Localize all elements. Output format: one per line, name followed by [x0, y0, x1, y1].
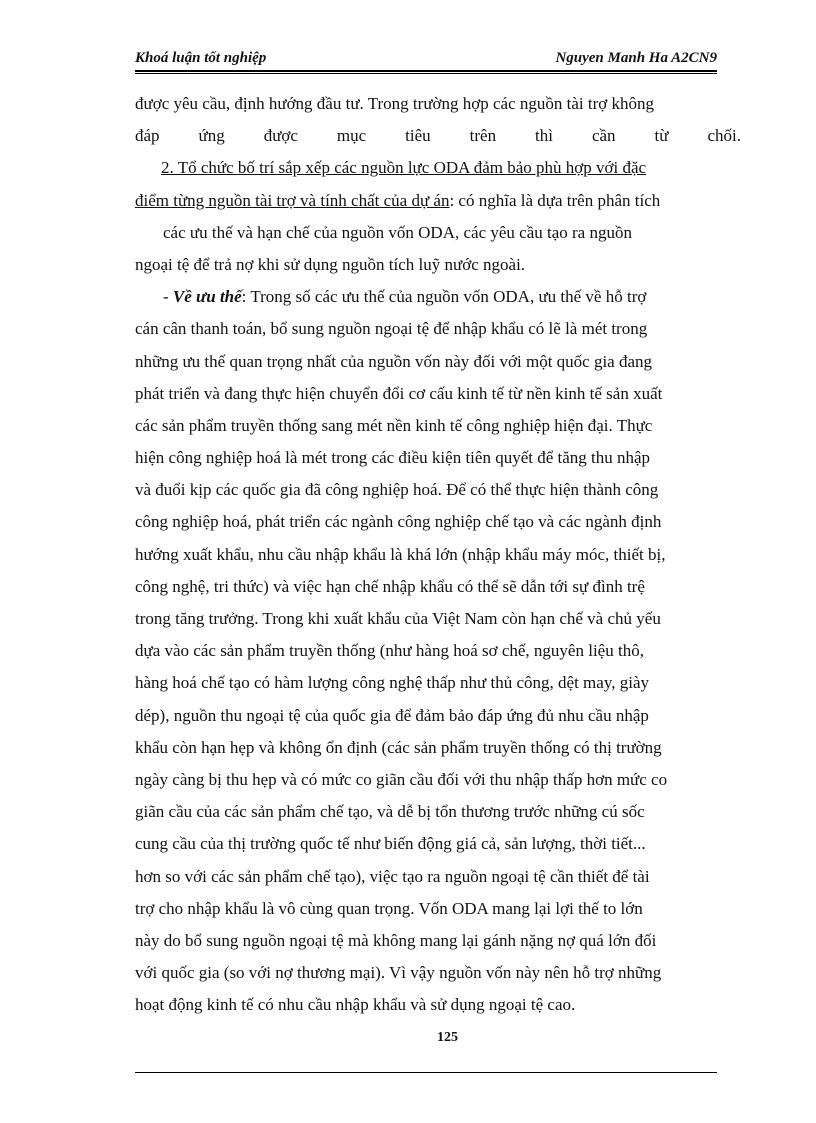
- page-header: [135, 50, 717, 72]
- text-line: và đuổi kịp các quốc gia đã công nghiệp hoá. Để có thể thực hiện thành công: [135, 480, 659, 500]
- text-line: dép), nguồn thu ngoại tệ của quốc gia để đảm bảo đáp ứng đủ nhu cầu nhập: [135, 705, 649, 725]
- justified-word: chối.: [707, 126, 741, 146]
- text-line: các ưu thế và hạn chế của nguồn vốn ODA, các yêu cầu tạo ra nguồn: [163, 222, 632, 242]
- text-line: cung cầu của thị trường quốc tế như biến động giá cả, sản lượng, thời tiết...: [135, 834, 646, 854]
- page-number: 125: [437, 1030, 458, 1045]
- text-line: ngoại tệ để trả nợ khi sử dụng nguồn tích luỹ nước ngoài.: [135, 254, 526, 274]
- text-line: hướng xuất khẩu, nhu cầu nhập khẩu là khá lớn (nhập khẩu máy móc, thiết bị,: [135, 544, 666, 564]
- text-line: các sản phẩm truyền thống sang mét nền kinh tế công nghiệp hiện đại. Thực: [135, 415, 653, 435]
- text-line: được yêu cầu, định hướng đầu tư. Trong trường hợp các nguồn tài trợ không: [135, 94, 655, 113]
- header-divider-thin: [135, 73, 717, 74]
- text-line: hàng hoá chế tạo có hàm lượng công nghệ thấp như thủ công, dệt may, giày: [135, 673, 649, 693]
- text-line: công nghiệp hoá, phát triển các ngành công nghiệp chế tạo và các ngành định: [135, 512, 662, 532]
- justified-word: trên: [469, 126, 497, 146]
- text-line: dựa vào các sản phẩm truyền thống (như hàng hoá sơ chế, nguyên liệu thô,: [135, 641, 644, 661]
- text-line: những ưu thế quan trọng nhất của nguồn vốn này đối với một quốc gia đang: [135, 351, 653, 371]
- header-divider: [135, 70, 717, 72]
- text-line: này do bổ sung nguồn ngoại tệ mà không mang lại gánh nặng nợ quá lớn đối: [135, 930, 657, 950]
- footer-divider: [135, 1072, 717, 1073]
- text-line: cán cân thanh toán, bổ sung nguồn ngoại tệ để nhập khẩu có lẽ là mét trong: [135, 319, 648, 339]
- text-line: hơn so với các sản phẩm chế tạo), việc tạo ra nguồn ngoại tệ cần thiết để tài: [135, 866, 650, 886]
- section-heading-underlined: điểm từng nguồn tài trợ và tính chất của dự án: [135, 190, 450, 210]
- justified-word: tiêu: [405, 126, 431, 146]
- header-author: Nguyen Manh Ha A2CN9: [555, 50, 717, 66]
- body-text: [135, 88, 741, 1021]
- text-line: [135, 185, 741, 217]
- justified-word: ứng: [198, 126, 225, 146]
- text-fragment: : có nghĩa là dựa trên phân tích: [449, 190, 661, 210]
- text-line: công nghệ, tri thức) và việc hạn chế nhập khẩu có thể sẽ dẫn tới sự đình trệ: [135, 576, 645, 596]
- text-line: với quốc gia (so với nợ thương mại). Vì vậy nguồn vốn này nên hỗ trợ những: [135, 963, 662, 983]
- text-fragment: : Trong số các ưu thế của nguồn vốn ODA, ưu thế về hỗ trợ: [241, 287, 647, 307]
- text-line: hiện công nghiệp hoá là mét trong các điều kiện tiên quyết để tăng thu nhập: [135, 448, 651, 468]
- justified-word: mục: [336, 126, 367, 146]
- section-heading-line: 2. Tổ chức bố trí sắp xếp các nguồn lực ODA đảm bảo phù hợp với đặc: [161, 158, 647, 178]
- text-line-justified: [135, 120, 741, 152]
- justified-word: từ: [654, 126, 669, 146]
- justified-word: đáp: [135, 126, 160, 146]
- text-line: [135, 281, 741, 313]
- justified-word: thì: [535, 126, 553, 146]
- text-line: trong tăng trưởng. Trong khi xuất khẩu của Việt Nam còn hạn chế và chủ yếu: [135, 609, 661, 628]
- text-line: hoạt động kinh tế có nhu cầu nhập khẩu và sử dụng ngoại tệ cao.: [135, 995, 576, 1015]
- text-line: giãn cầu của các sản phẩm chế tạo, và dễ bị tổn thương trước những cú sốc: [135, 802, 645, 822]
- bullet-dash: -: [163, 287, 173, 307]
- justified-word: cần: [591, 126, 616, 146]
- subsection-label: Về ưu thế: [172, 287, 242, 307]
- text-line: khẩu còn hạn hẹp và không ổn định (các sản phẩm truyền thống có thị trường: [135, 737, 662, 757]
- justified-word: được: [263, 126, 298, 146]
- text-line: trợ cho nhập khẩu là vô cùng quan trọng. Vốn ODA mang lại lợi thế to lớn: [135, 898, 643, 918]
- text-line: ngày càng bị thu hẹp và có mức co giãn cầu đối với thu nhập thấp hơn mức co: [135, 769, 668, 789]
- text-line: phát triển và đang thực hiện chuyển đổi cơ cấu kinh tế từ nền kinh tế sản xuất: [135, 383, 663, 403]
- header-thesis-title: Khoá luận tốt nghiệp: [135, 50, 267, 66]
